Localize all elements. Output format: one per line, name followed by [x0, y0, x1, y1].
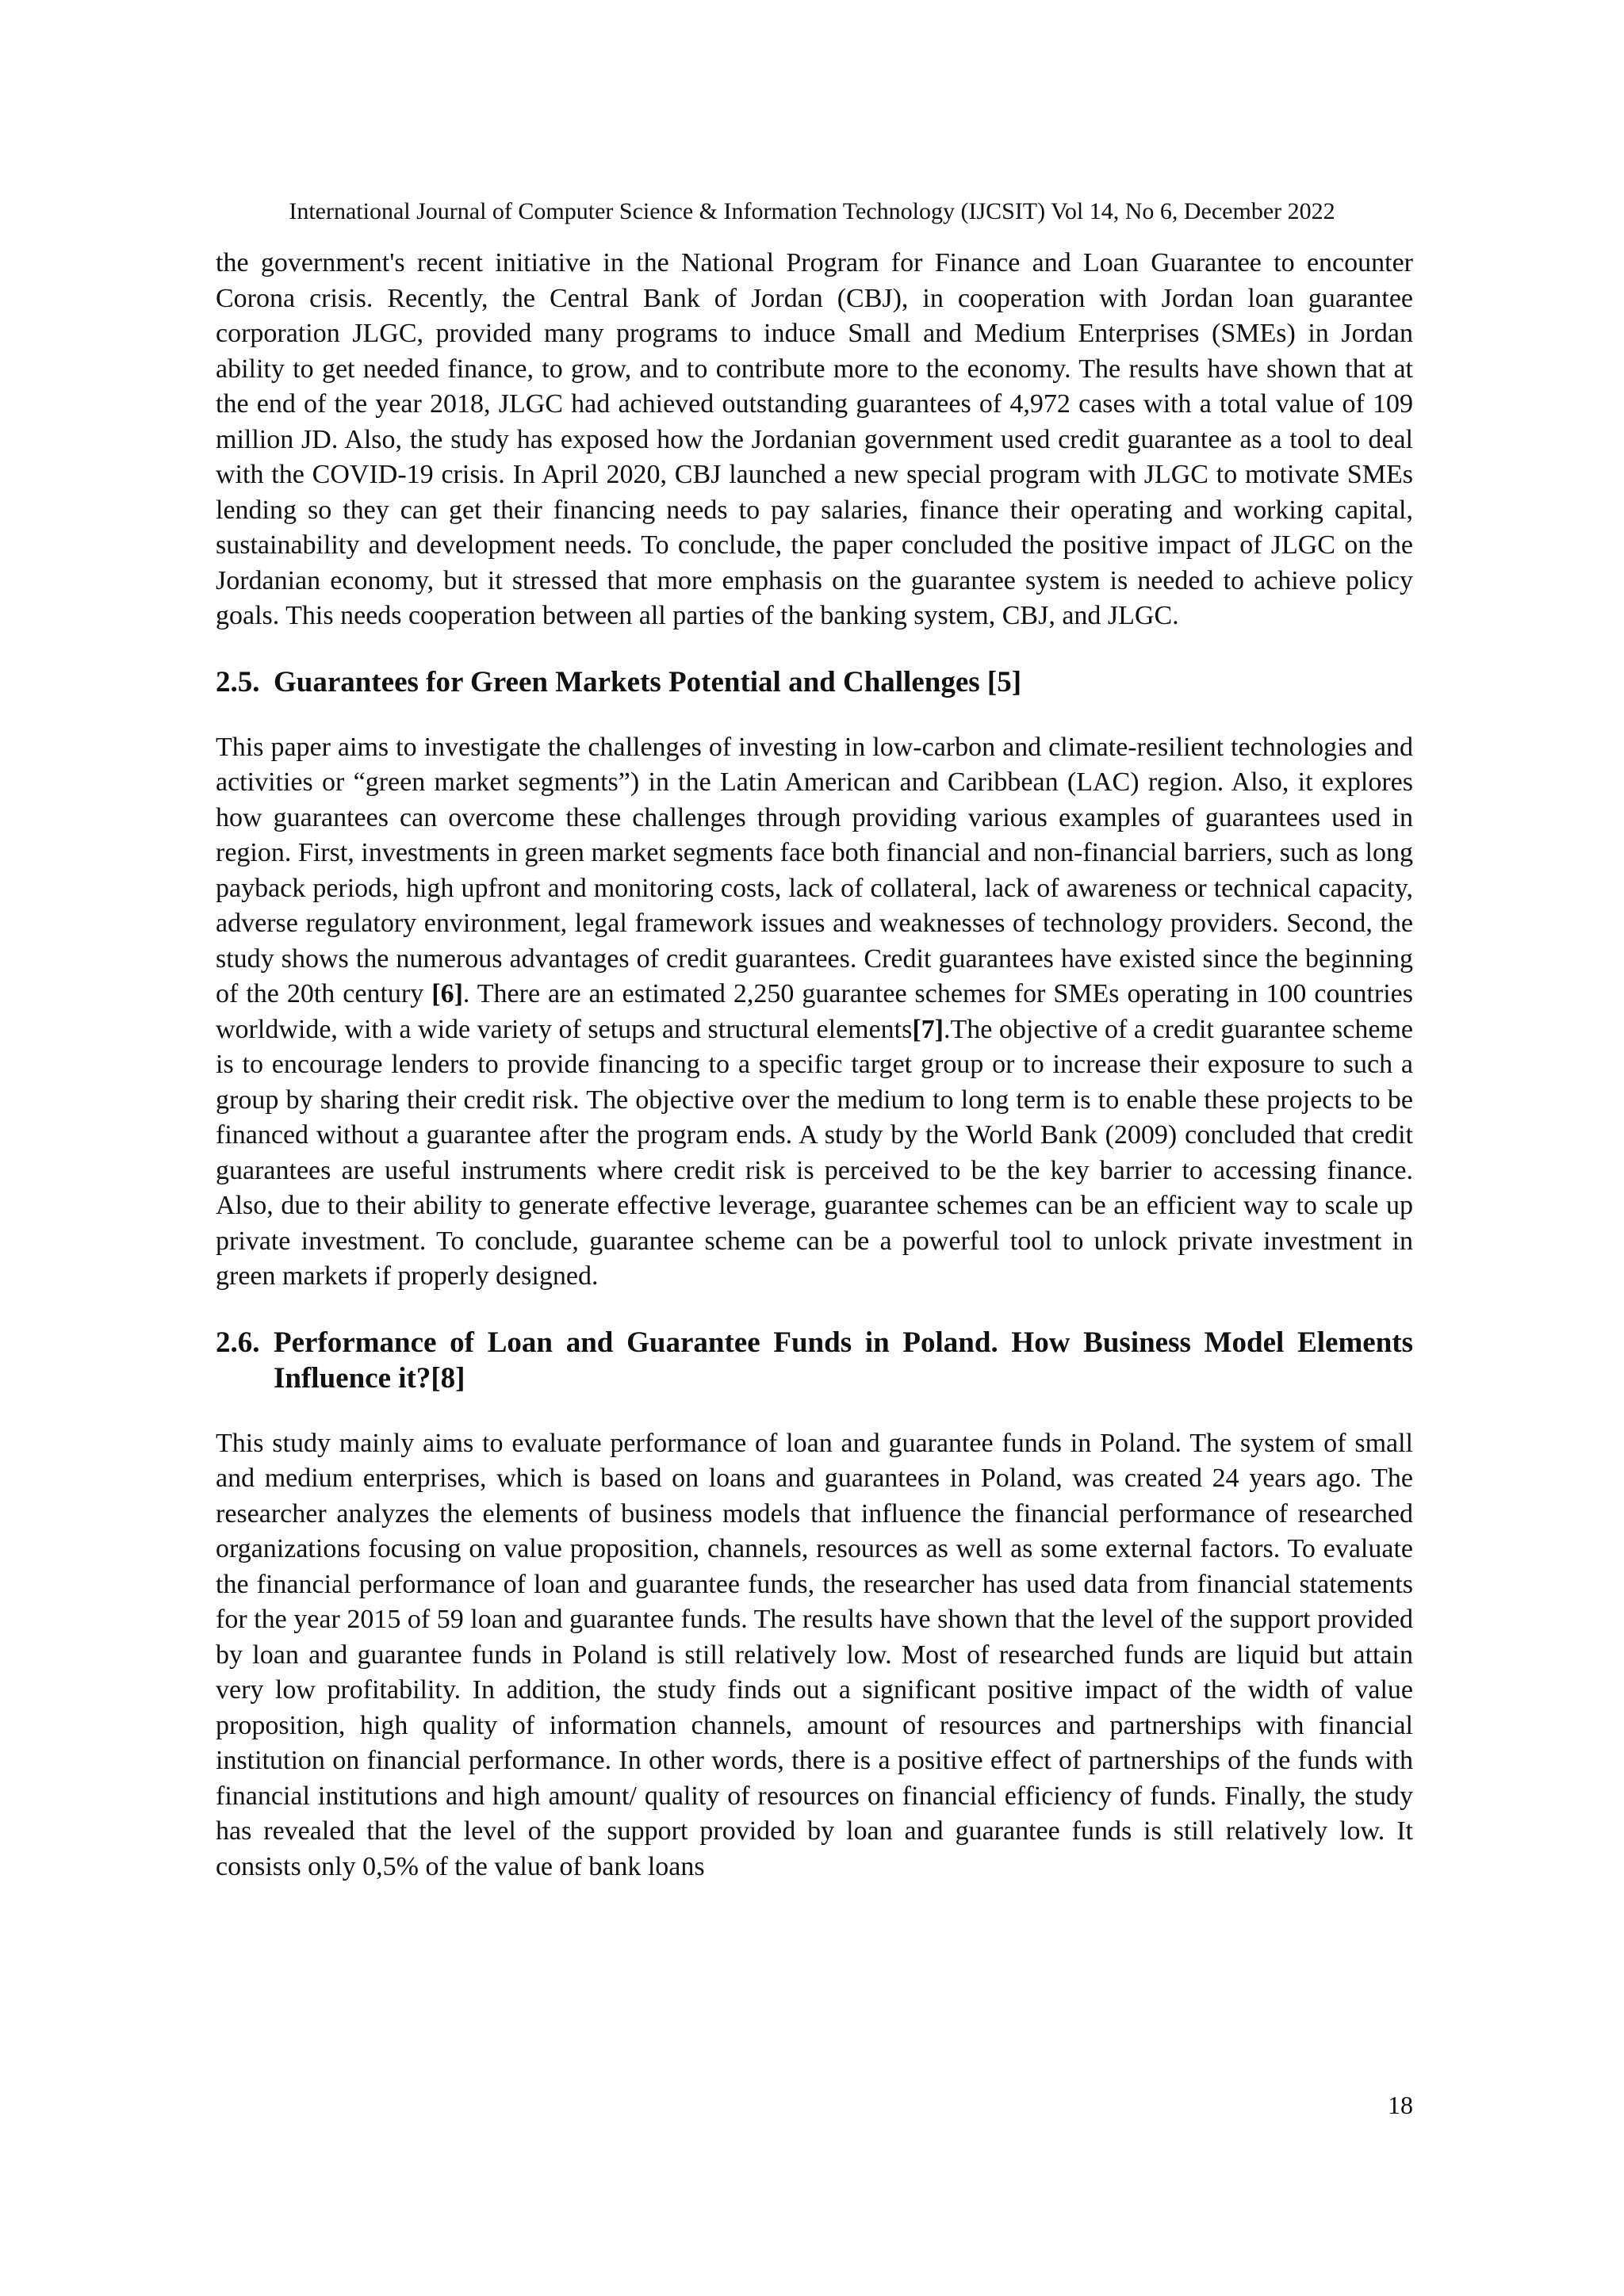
paragraph-jlgc-summary: the government's recent initiative in the National Program for Finance and Loan Guarantee to encounter Corona crisis. Recently, the Central Bank of Jordan (CBJ), in cooperation with Jordan loan guarantee corporation JLGC, provided many programs to induce Small and Medium Enterprises (SMEs) in Jordan ability to get needed finance, to grow, and to contribute more to the economy. The results have shown that at the end of the year 2018, JLGC had achieved outstanding guarantees of 4,972 cases with a total value of 109 million JD. Also, the study has exposed how the Jordanian government used credit guarantee as a tool to deal with the COVID-19 crisis. In April 2020, CBJ launched a new special program with JLGC to motivate SMEs lending so they can get their financing needs to pay salaries, finance their operating and working capital, sustainability and development needs. To conclude, the paper concluded the positive impact of JLGC on the Jordanian economy, but it stressed that more emphasis on the guarantee system is needed to achieve policy goals. This needs cooperation between all parties of the banking system, CBJ, and JLGC.	[216, 248, 1413, 630]
section-title: Performance of Loan and Guarantee Funds in Poland. How Business Model Elements Influence it?[8]	[274, 1326, 1413, 1395]
running-header: International Journal of Computer Science & Information Technology (IJCSIT) Vol 14, No 6, December 2022	[289, 198, 1335, 224]
paragraph-green-markets	[216, 730, 1413, 1295]
paragraph-text-part: .The objective of a credit guarantee scheme is to encourage lenders to provide financing to a specific target group or to increase their exposure to such a group by sharing their credit risk. The objective over the medium to long term is to enable these projects to be financed without a guarantee after the program ends. A study by the World Bank (2009) concluded that credit guarantees are useful instruments where credit risk is perceived to be the key barrier to accessing finance. Also, due to their ability to generate effective leverage, guarantee schemes can be an efficient way to scale up private investment. To conclude, guarantee scheme can be a powerful tool to unlock private investment in green markets if properly designed.	[216, 1014, 1413, 1291]
main-content	[216, 246, 1413, 1885]
section-title: Guarantees for Green Markets Potential and Challenges [5]	[274, 665, 1022, 698]
citation-ref-7: [7]	[912, 1014, 944, 1044]
paragraph-text-part: . There are an estimated 2,250 guarantee schemes for SMEs operating in 100 countries worldwide, with a wide variety of setups and structural elements	[216, 979, 1413, 1044]
section-heading-2-5	[216, 664, 1413, 700]
paragraph-text-part: This paper aims to investigate the challenges of investing in low-carbon and climate-resilient technologies and activities or “green market segments”) in the Latin American and Caribbean (LAC) region. Also, it explores how guarantees can overcome these challenges through providing various examples of guarantees used in region. First, investments in green market segments face both financial and non-financial barriers, such as long payback periods, high upfront and monitoring costs, lack of collateral, lack of awareness or technical capacity, adverse regulatory environment, legal framework issues and weaknesses of technology providers. Second, the study shows the numerous advantages of credit guarantees. Credit guarantees have existed since the beginning of the 20th century	[216, 732, 1413, 1008]
page-number: 18	[1388, 2091, 1413, 2119]
section-number: 2.6.	[216, 1326, 260, 1359]
section-heading-2-6	[216, 1325, 1413, 1396]
section-number: 2.5.	[216, 665, 260, 698]
citation-ref-6: [6]	[431, 979, 463, 1008]
paragraph-poland-funds: This study mainly aims to evaluate performance of loan and guarantee funds in Poland. The system of small and medium enterprises, which is based on loans and guarantees in Poland, was created 24 years ago. The researcher analyzes the elements of business models that influence the financial performance of researched organizations focusing on value proposition, channels, resources as well as some external factors. To evaluate the financial performance of loan and guarantee funds, the researcher has used data from financial statements for the year 2015 of 59 loan and guarantee funds. The results have shown that the level of the support provided by loan and guarantee funds in Poland is still relatively low. Most of researched funds are liquid but attain very low profitability. In addition, the study finds out a significant positive impact of the width of value proposition, high quality of information channels, amount of resources and partnerships with financial institution on financial performance. In other words, there is a positive effect of partnerships of the funds with financial institutions and high amount/ quality of resources on financial efficiency of funds. Finally, the study has revealed that the level of the support provided by loan and guarantee funds is still relatively low. It consists only 0,5% of the value of bank loans	[216, 1428, 1413, 1881]
